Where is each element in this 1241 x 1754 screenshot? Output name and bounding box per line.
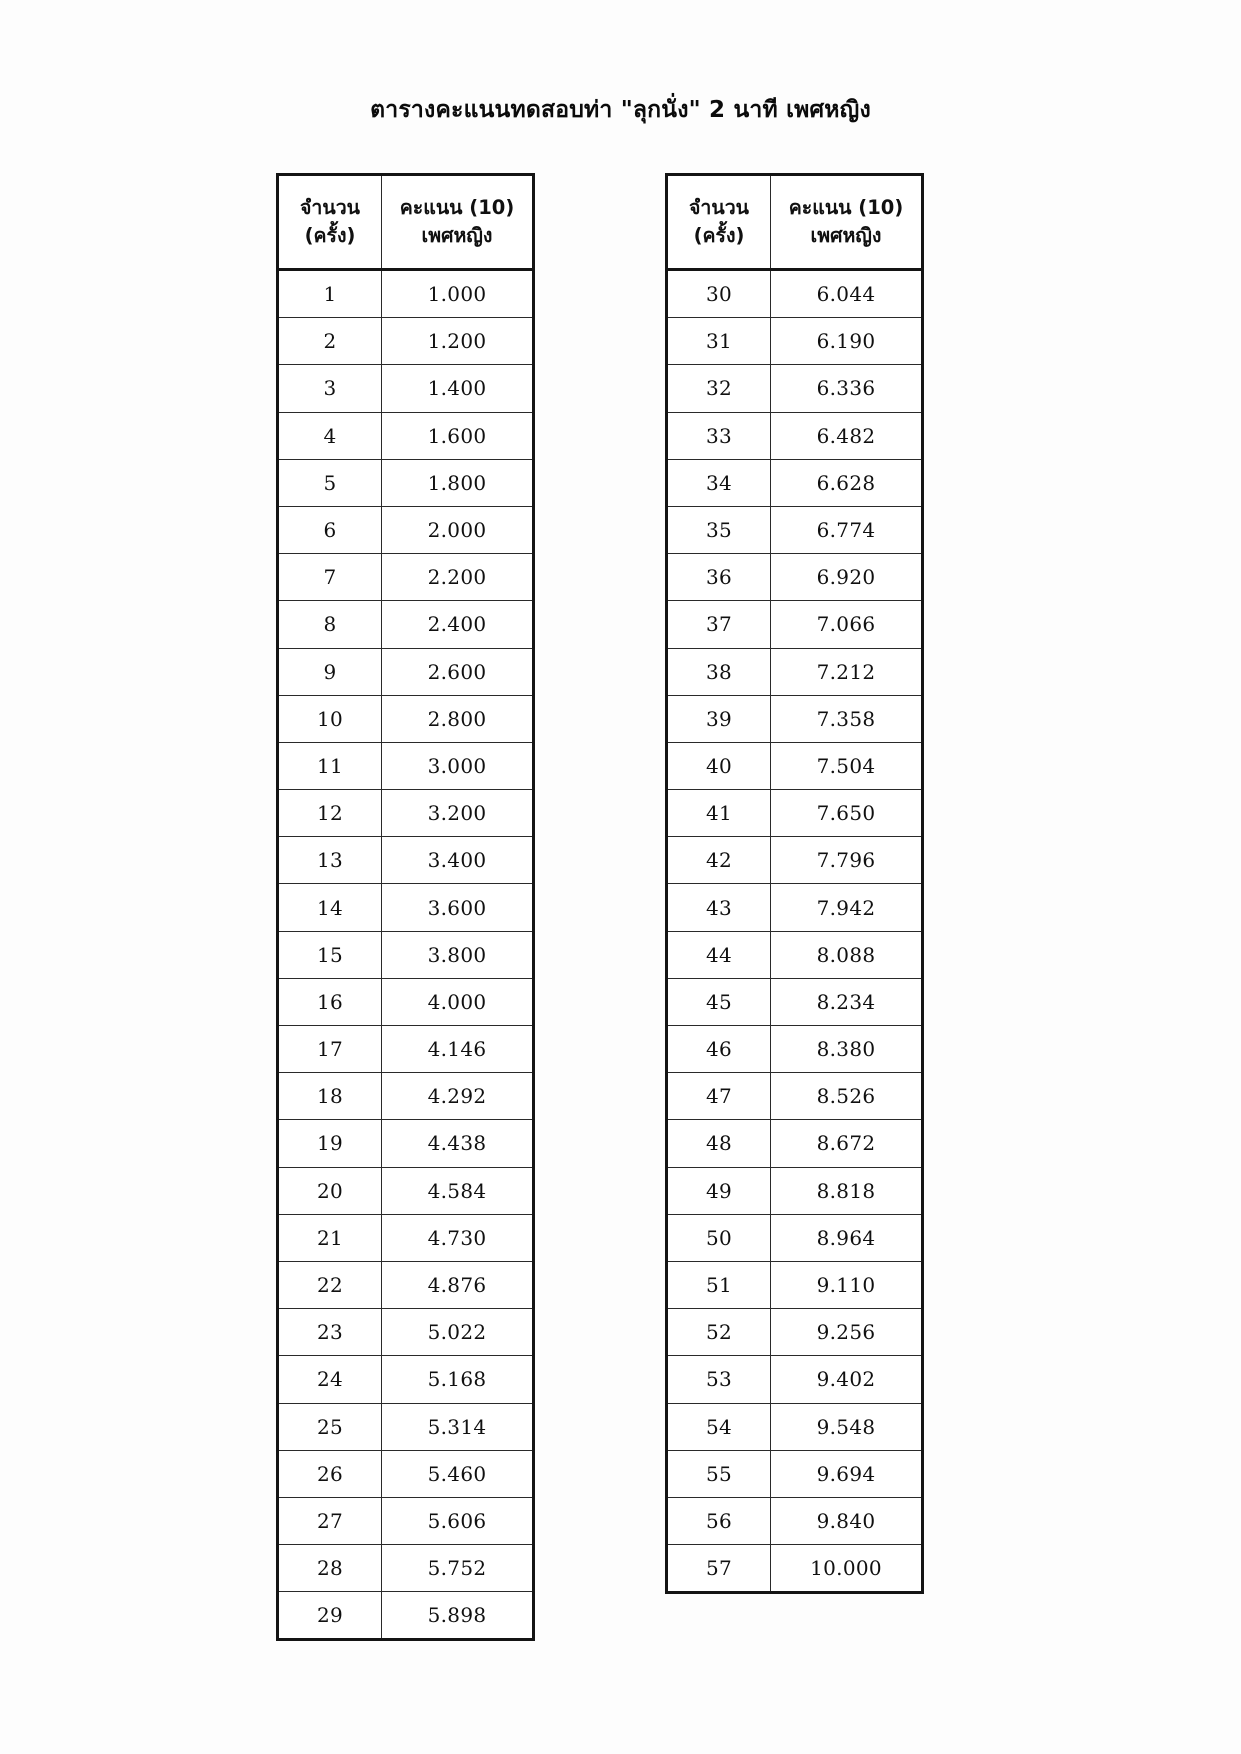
cell-score: 9.402 bbox=[771, 1356, 923, 1403]
cell-count: 29 bbox=[278, 1592, 382, 1640]
table-row bbox=[667, 412, 923, 459]
cell-count: 38 bbox=[667, 648, 771, 695]
cell-count: 24 bbox=[278, 1356, 382, 1403]
cell-count: 5 bbox=[278, 459, 382, 506]
table-row bbox=[278, 1545, 534, 1592]
column-header-count bbox=[667, 175, 771, 270]
cell-score: 1.800 bbox=[382, 459, 534, 506]
cell-score: 2.200 bbox=[382, 554, 534, 601]
cell-count: 49 bbox=[667, 1167, 771, 1214]
cell-score: 8.672 bbox=[771, 1120, 923, 1167]
cell-score: 4.876 bbox=[382, 1261, 534, 1308]
table-row bbox=[667, 931, 923, 978]
table-row bbox=[278, 742, 534, 789]
score-table-left bbox=[276, 173, 535, 1641]
table-row bbox=[667, 1261, 923, 1308]
table-body-right bbox=[667, 270, 923, 1593]
cell-count: 14 bbox=[278, 884, 382, 931]
cell-count: 10 bbox=[278, 695, 382, 742]
cell-score: 1.400 bbox=[382, 365, 534, 412]
cell-count: 32 bbox=[667, 365, 771, 412]
cell-score: 6.044 bbox=[771, 270, 923, 318]
table-row bbox=[667, 1497, 923, 1544]
cell-score: 8.234 bbox=[771, 978, 923, 1025]
table-row bbox=[278, 1167, 534, 1214]
cell-count: 44 bbox=[667, 931, 771, 978]
cell-count: 55 bbox=[667, 1450, 771, 1497]
cell-count: 33 bbox=[667, 412, 771, 459]
cell-score: 8.088 bbox=[771, 931, 923, 978]
cell-score: 4.438 bbox=[382, 1120, 534, 1167]
cell-count: 1 bbox=[278, 270, 382, 318]
cell-score: 5.752 bbox=[382, 1545, 534, 1592]
table-row bbox=[667, 554, 923, 601]
table-row bbox=[667, 1167, 923, 1214]
table-row bbox=[667, 365, 923, 412]
table-row bbox=[278, 1403, 534, 1450]
table-row bbox=[667, 837, 923, 884]
table-row bbox=[667, 270, 923, 318]
cell-score: 3.000 bbox=[382, 742, 534, 789]
cell-score: 5.898 bbox=[382, 1592, 534, 1640]
cell-count: 28 bbox=[278, 1545, 382, 1592]
cell-count: 7 bbox=[278, 554, 382, 601]
cell-score: 10.000 bbox=[771, 1545, 923, 1593]
table-row bbox=[667, 742, 923, 789]
header-row bbox=[667, 175, 923, 270]
table-row bbox=[278, 1592, 534, 1640]
cell-score: 7.796 bbox=[771, 837, 923, 884]
cell-score: 5.022 bbox=[382, 1309, 534, 1356]
cell-score: 1.600 bbox=[382, 412, 534, 459]
table-header-left bbox=[278, 175, 534, 270]
column-header-score bbox=[382, 175, 534, 270]
table-row bbox=[278, 1073, 534, 1120]
cell-count: 26 bbox=[278, 1450, 382, 1497]
cell-score: 5.606 bbox=[382, 1497, 534, 1544]
table-row bbox=[667, 978, 923, 1025]
cell-count: 2 bbox=[278, 318, 382, 365]
table-row bbox=[278, 1497, 534, 1544]
header-count-line2: (ครั้ง) bbox=[304, 224, 356, 247]
table-row bbox=[278, 931, 534, 978]
table-row bbox=[667, 1120, 923, 1167]
table-row bbox=[667, 601, 923, 648]
cell-count: 40 bbox=[667, 742, 771, 789]
page-title: ตารางคะแนนทดสอบท่า "ลุกนั่ง" 2 นาที เพศหญิง bbox=[370, 97, 871, 123]
column-header-score bbox=[771, 175, 923, 270]
header-score-line2: เพศหญิง bbox=[421, 224, 493, 247]
table-row bbox=[667, 1450, 923, 1497]
cell-count: 12 bbox=[278, 790, 382, 837]
cell-score: 7.358 bbox=[771, 695, 923, 742]
table-row bbox=[278, 695, 534, 742]
cell-score: 8.964 bbox=[771, 1214, 923, 1261]
cell-count: 13 bbox=[278, 837, 382, 884]
cell-score: 9.694 bbox=[771, 1450, 923, 1497]
cell-score: 4.000 bbox=[382, 978, 534, 1025]
cell-count: 8 bbox=[278, 601, 382, 648]
cell-count: 11 bbox=[278, 742, 382, 789]
cell-count: 19 bbox=[278, 1120, 382, 1167]
table-row bbox=[667, 459, 923, 506]
cell-score: 6.482 bbox=[771, 412, 923, 459]
table-row bbox=[667, 790, 923, 837]
cell-count: 51 bbox=[667, 1261, 771, 1308]
cell-count: 4 bbox=[278, 412, 382, 459]
cell-score: 2.800 bbox=[382, 695, 534, 742]
cell-count: 17 bbox=[278, 1026, 382, 1073]
table-row bbox=[278, 1261, 534, 1308]
cell-score: 4.584 bbox=[382, 1167, 534, 1214]
cell-score: 8.380 bbox=[771, 1026, 923, 1073]
cell-score: 9.840 bbox=[771, 1497, 923, 1544]
cell-count: 35 bbox=[667, 506, 771, 553]
cell-count: 53 bbox=[667, 1356, 771, 1403]
header-score-line1: คะแนน (10) bbox=[788, 195, 904, 219]
table-row bbox=[278, 978, 534, 1025]
table-row bbox=[278, 1450, 534, 1497]
cell-score: 3.200 bbox=[382, 790, 534, 837]
cell-score: 2.600 bbox=[382, 648, 534, 695]
cell-count: 6 bbox=[278, 506, 382, 553]
cell-count: 48 bbox=[667, 1120, 771, 1167]
table-row bbox=[667, 1073, 923, 1120]
cell-count: 57 bbox=[667, 1545, 771, 1593]
cell-score: 7.504 bbox=[771, 742, 923, 789]
cell-count: 52 bbox=[667, 1309, 771, 1356]
cell-score: 7.650 bbox=[771, 790, 923, 837]
table-row bbox=[667, 318, 923, 365]
table-row bbox=[667, 506, 923, 553]
cell-score: 6.774 bbox=[771, 506, 923, 553]
cell-score: 4.146 bbox=[382, 1026, 534, 1073]
cell-count: 47 bbox=[667, 1073, 771, 1120]
table-row bbox=[278, 554, 534, 601]
cell-count: 25 bbox=[278, 1403, 382, 1450]
cell-score: 1.000 bbox=[382, 270, 534, 318]
cell-score: 8.526 bbox=[771, 1073, 923, 1120]
cell-count: 31 bbox=[667, 318, 771, 365]
cell-score: 3.800 bbox=[382, 931, 534, 978]
table-row bbox=[278, 270, 534, 318]
cell-count: 20 bbox=[278, 1167, 382, 1214]
cell-score: 5.314 bbox=[382, 1403, 534, 1450]
table-row bbox=[667, 648, 923, 695]
cell-count: 16 bbox=[278, 978, 382, 1025]
cell-count: 39 bbox=[667, 695, 771, 742]
table-row bbox=[667, 695, 923, 742]
cell-score: 6.190 bbox=[771, 318, 923, 365]
cell-count: 42 bbox=[667, 837, 771, 884]
cell-count: 21 bbox=[278, 1214, 382, 1261]
cell-score: 3.400 bbox=[382, 837, 534, 884]
table-row bbox=[667, 1309, 923, 1356]
cell-count: 37 bbox=[667, 601, 771, 648]
table-row bbox=[278, 1214, 534, 1261]
cell-count: 43 bbox=[667, 884, 771, 931]
table-row bbox=[667, 1214, 923, 1261]
cell-score: 8.818 bbox=[771, 1167, 923, 1214]
cell-count: 23 bbox=[278, 1309, 382, 1356]
table-row bbox=[278, 1120, 534, 1167]
cell-count: 30 bbox=[667, 270, 771, 318]
header-score-line2: เพศหญิง bbox=[810, 224, 882, 247]
cell-count: 45 bbox=[667, 978, 771, 1025]
cell-count: 22 bbox=[278, 1261, 382, 1308]
cell-score: 5.460 bbox=[382, 1450, 534, 1497]
table-row bbox=[667, 1545, 923, 1593]
table-row bbox=[278, 790, 534, 837]
cell-score: 9.110 bbox=[771, 1261, 923, 1308]
cell-count: 56 bbox=[667, 1497, 771, 1544]
table-row bbox=[278, 412, 534, 459]
cell-count: 36 bbox=[667, 554, 771, 601]
header-row bbox=[278, 175, 534, 270]
table-row bbox=[278, 601, 534, 648]
header-count-line2: (ครั้ง) bbox=[693, 224, 745, 247]
header-count-line1: จำนวน bbox=[689, 195, 749, 219]
cell-score: 7.066 bbox=[771, 601, 923, 648]
cell-count: 34 bbox=[667, 459, 771, 506]
cell-score: 7.942 bbox=[771, 884, 923, 931]
cell-count: 54 bbox=[667, 1403, 771, 1450]
header-count-line1: จำนวน bbox=[300, 195, 360, 219]
table-row bbox=[667, 1026, 923, 1073]
cell-count: 46 bbox=[667, 1026, 771, 1073]
cell-score: 1.200 bbox=[382, 318, 534, 365]
table-row bbox=[278, 318, 534, 365]
cell-score: 7.212 bbox=[771, 648, 923, 695]
table-row bbox=[278, 837, 534, 884]
table-row bbox=[667, 1403, 923, 1450]
table-row bbox=[667, 1356, 923, 1403]
table-row bbox=[278, 1026, 534, 1073]
cell-score: 3.600 bbox=[382, 884, 534, 931]
cell-count: 41 bbox=[667, 790, 771, 837]
table-row bbox=[278, 648, 534, 695]
table-row bbox=[278, 1309, 534, 1356]
table-body-left bbox=[278, 270, 534, 1640]
table-row bbox=[278, 506, 534, 553]
cell-count: 18 bbox=[278, 1073, 382, 1120]
table-row bbox=[278, 365, 534, 412]
table-row bbox=[278, 884, 534, 931]
cell-score: 6.336 bbox=[771, 365, 923, 412]
cell-score: 4.730 bbox=[382, 1214, 534, 1261]
tables-container bbox=[0, 173, 1241, 1628]
score-table-right bbox=[665, 173, 924, 1594]
table-row bbox=[278, 1356, 534, 1403]
cell-score: 2.000 bbox=[382, 506, 534, 553]
table-row bbox=[278, 459, 534, 506]
column-header-count bbox=[278, 175, 382, 270]
cell-count: 27 bbox=[278, 1497, 382, 1544]
cell-score: 5.168 bbox=[382, 1356, 534, 1403]
cell-count: 9 bbox=[278, 648, 382, 695]
table-row bbox=[667, 884, 923, 931]
header-score-line1: คะแนน (10) bbox=[399, 195, 515, 219]
cell-count: 15 bbox=[278, 931, 382, 978]
table-header-right bbox=[667, 175, 923, 270]
cell-score: 9.256 bbox=[771, 1309, 923, 1356]
cell-score: 6.628 bbox=[771, 459, 923, 506]
cell-score: 6.920 bbox=[771, 554, 923, 601]
cell-score: 4.292 bbox=[382, 1073, 534, 1120]
cell-score: 9.548 bbox=[771, 1403, 923, 1450]
cell-score: 2.400 bbox=[382, 601, 534, 648]
cell-count: 3 bbox=[278, 365, 382, 412]
cell-count: 50 bbox=[667, 1214, 771, 1261]
